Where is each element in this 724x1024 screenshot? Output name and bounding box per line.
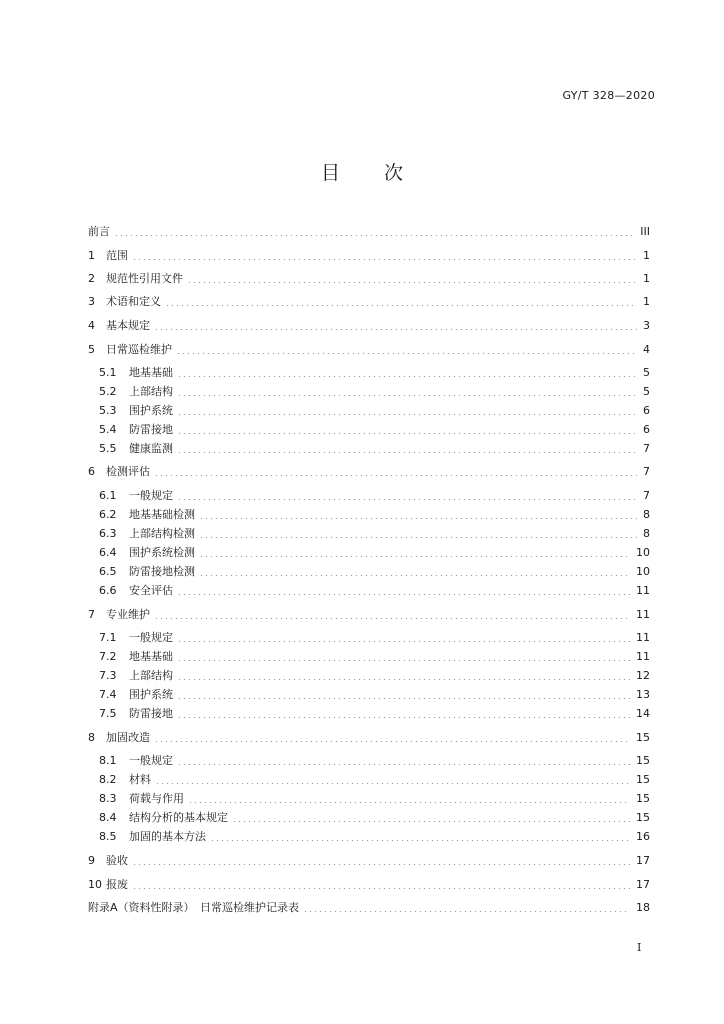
toc-entry-page: 3 bbox=[643, 319, 650, 332]
dot-leader bbox=[177, 764, 630, 765]
dot-leader bbox=[132, 864, 630, 865]
dot-leader bbox=[132, 259, 637, 260]
dot-leader bbox=[154, 329, 637, 330]
toc-entry-page: 15 bbox=[636, 792, 650, 805]
toc-entry-label: 荷载与作用 bbox=[129, 792, 184, 805]
toc-entry-label: 上部结构检测 bbox=[129, 527, 195, 540]
toc-entry-number: 5.3 bbox=[99, 404, 117, 417]
toc-entry-page: 8 bbox=[643, 508, 650, 521]
dot-leader bbox=[187, 282, 637, 283]
toc-entry[interactable] bbox=[99, 422, 650, 438]
toc-entry-number: 7.1 bbox=[99, 631, 117, 644]
toc-entry-page: 11 bbox=[636, 650, 650, 663]
toc-entry-label: 一般规定 bbox=[129, 489, 173, 502]
toc-entry[interactable] bbox=[99, 829, 650, 845]
dot-leader bbox=[114, 235, 634, 236]
toc-entry[interactable] bbox=[99, 668, 650, 684]
toc-entry-label: 术语和定义 bbox=[106, 295, 161, 308]
toc-entry[interactable] bbox=[99, 583, 650, 599]
toc-entry-page: 11 bbox=[636, 631, 650, 644]
toc-title bbox=[0, 158, 724, 185]
dot-leader bbox=[188, 802, 630, 803]
toc-entry-label: 上部结构 bbox=[129, 385, 173, 398]
toc-entry[interactable] bbox=[99, 630, 650, 646]
toc-entry[interactable] bbox=[88, 900, 650, 916]
toc-entry-page: 17 bbox=[636, 878, 650, 891]
toc-entry-number: 8.1 bbox=[99, 754, 117, 767]
toc-entry[interactable] bbox=[99, 441, 650, 457]
toc-entry-label: 基本规定 bbox=[106, 319, 150, 332]
dot-leader bbox=[177, 679, 630, 680]
toc-entry-label: 上部结构 bbox=[129, 669, 173, 682]
toc-entry-page: 11 bbox=[636, 608, 650, 621]
toc-entry[interactable] bbox=[99, 791, 650, 807]
toc-entry-number: 6.3 bbox=[99, 527, 117, 540]
toc-entry-label: 围护系统 bbox=[129, 688, 173, 701]
toc-entry[interactable] bbox=[88, 271, 650, 287]
toc-entry-label: 专业维护 bbox=[106, 608, 150, 621]
toc-entry[interactable] bbox=[99, 706, 650, 722]
toc-entry-page: 1 bbox=[643, 295, 650, 308]
toc-entry-label: 地基基础 bbox=[129, 366, 173, 379]
title-char-1: 目 bbox=[320, 162, 340, 184]
toc-entry-page: 15 bbox=[636, 754, 650, 767]
dot-leader bbox=[303, 911, 630, 912]
toc-entry[interactable] bbox=[99, 687, 650, 703]
dot-leader bbox=[165, 305, 637, 306]
toc-entry[interactable] bbox=[99, 526, 650, 542]
dot-leader bbox=[177, 414, 637, 415]
toc-entry-number: 7.3 bbox=[99, 669, 117, 682]
toc-entry-number: 8.2 bbox=[99, 773, 117, 786]
toc-entry[interactable] bbox=[99, 365, 650, 381]
dot-leader bbox=[199, 537, 637, 538]
dot-leader bbox=[210, 840, 630, 841]
dot-leader bbox=[177, 717, 630, 718]
toc-entry-label: 附录A（资料性附录） 日常巡检维护记录表 bbox=[88, 901, 300, 914]
toc-entry-page: 6 bbox=[643, 404, 650, 417]
toc-entry-page: 14 bbox=[636, 707, 650, 720]
toc-entry-page: 11 bbox=[636, 584, 650, 597]
dot-leader bbox=[154, 741, 630, 742]
dot-leader bbox=[199, 518, 637, 519]
toc-entry-page: 13 bbox=[636, 688, 650, 701]
toc-entry-number: 6.6 bbox=[99, 584, 117, 597]
toc-entry-label: 地基基础 bbox=[129, 650, 173, 663]
toc-entry-number: 6 bbox=[88, 465, 95, 478]
toc-entry-label: 检测评估 bbox=[106, 465, 150, 478]
toc-entry-number: 5.1 bbox=[99, 366, 117, 379]
toc-entry-label: 加固改造 bbox=[106, 731, 150, 744]
dot-leader bbox=[177, 395, 637, 396]
dot-leader bbox=[176, 353, 637, 354]
toc-entry-number: 8.5 bbox=[99, 830, 117, 843]
toc-entry-label: 健康监测 bbox=[129, 442, 173, 455]
toc-entry-page: 1 bbox=[643, 272, 650, 285]
toc-entry-label: 防雷接地 bbox=[129, 423, 173, 436]
toc-entry-label: 材料 bbox=[129, 773, 151, 786]
toc-entry-number: 5 bbox=[88, 343, 95, 356]
toc-entry-label: 加固的基本方法 bbox=[129, 830, 206, 843]
toc-entry-number: 6.2 bbox=[99, 508, 117, 521]
toc-entry-number: 6.1 bbox=[99, 489, 117, 502]
toc-entry-label: 前言 bbox=[88, 225, 110, 238]
toc-entry-number: 2 bbox=[88, 272, 95, 285]
toc-entry-number: 7.5 bbox=[99, 707, 117, 720]
toc-entry[interactable] bbox=[99, 810, 650, 826]
toc-entry-page: 16 bbox=[636, 830, 650, 843]
toc-entry-label: 防雷接地检测 bbox=[129, 565, 195, 578]
toc-entry-number: 8 bbox=[88, 731, 95, 744]
toc-entry-page: 18 bbox=[636, 901, 650, 914]
toc-entry-label: 结构分析的基本规定 bbox=[129, 811, 228, 824]
toc-entry-number: 10 bbox=[88, 878, 102, 891]
dot-leader bbox=[199, 556, 630, 557]
dot-leader bbox=[177, 660, 630, 661]
toc-entry[interactable] bbox=[99, 403, 650, 419]
toc-entry-page: 15 bbox=[636, 773, 650, 786]
toc-entry-page: III bbox=[640, 225, 650, 238]
toc-entry[interactable] bbox=[88, 877, 650, 893]
toc-entry-page: 5 bbox=[643, 366, 650, 379]
toc-entry-number: 6.4 bbox=[99, 546, 117, 559]
dot-leader bbox=[232, 821, 630, 822]
dot-leader bbox=[154, 475, 637, 476]
title-char-2: 次 bbox=[384, 162, 404, 184]
toc-entry-label: 围护系统检测 bbox=[129, 546, 195, 559]
toc-entry-number: 6.5 bbox=[99, 565, 117, 578]
toc-entry[interactable] bbox=[99, 488, 650, 504]
dot-leader bbox=[177, 641, 630, 642]
dot-leader bbox=[177, 452, 637, 453]
toc-entry-number: 8.4 bbox=[99, 811, 117, 824]
toc-entry-label: 围护系统 bbox=[129, 404, 173, 417]
dot-leader bbox=[199, 575, 630, 576]
toc-entry[interactable] bbox=[88, 853, 650, 869]
toc-entry-page: 7 bbox=[643, 442, 650, 455]
toc-entry[interactable] bbox=[99, 507, 650, 523]
toc-entry-number: 1 bbox=[88, 249, 95, 262]
toc-entry[interactable] bbox=[99, 384, 650, 400]
toc-entry-page: 10 bbox=[636, 565, 650, 578]
toc-entry-page: 4 bbox=[643, 343, 650, 356]
toc-entry[interactable] bbox=[99, 564, 650, 580]
toc-entry[interactable] bbox=[99, 753, 650, 769]
toc-entry-page: 10 bbox=[636, 546, 650, 559]
toc-entry-label: 范围 bbox=[106, 249, 128, 262]
toc-entry-label: 防雷接地 bbox=[129, 707, 173, 720]
dot-leader bbox=[154, 618, 630, 619]
page-number: I bbox=[637, 941, 642, 954]
toc-entry-page: 7 bbox=[643, 489, 650, 502]
standard-code: GY/T 328—2020 bbox=[562, 89, 655, 102]
dot-leader bbox=[155, 783, 630, 784]
toc-entry-number: 5.5 bbox=[99, 442, 117, 455]
toc-entry-label: 一般规定 bbox=[129, 754, 173, 767]
toc-entry[interactable] bbox=[88, 730, 650, 746]
toc-entry[interactable] bbox=[88, 342, 650, 358]
toc-entry[interactable] bbox=[88, 464, 650, 480]
toc-entry[interactable] bbox=[88, 294, 650, 310]
toc-entry[interactable] bbox=[88, 607, 650, 623]
toc-entry-label: 日常巡检维护 bbox=[106, 343, 172, 356]
toc-entry-label: 验收 bbox=[106, 854, 128, 867]
toc-entry-number: 4 bbox=[88, 319, 95, 332]
toc-entry[interactable] bbox=[88, 224, 650, 240]
toc-entry-label: 一般规定 bbox=[129, 631, 173, 644]
dot-leader bbox=[177, 594, 630, 595]
toc-entry-page: 6 bbox=[643, 423, 650, 436]
toc-entry-number: 9 bbox=[88, 854, 95, 867]
toc-entry-page: 5 bbox=[643, 385, 650, 398]
toc-entry-label: 地基基础检测 bbox=[129, 508, 195, 521]
toc-entry-page: 12 bbox=[636, 669, 650, 682]
toc-entry-number: 7.2 bbox=[99, 650, 117, 663]
dot-leader bbox=[132, 888, 630, 889]
toc-entry-number: 8.3 bbox=[99, 792, 117, 805]
toc-entry-page: 7 bbox=[643, 465, 650, 478]
toc-entry-number: 7.4 bbox=[99, 688, 117, 701]
toc-entry-page: 17 bbox=[636, 854, 650, 867]
toc-entry-number: 5.2 bbox=[99, 385, 117, 398]
toc-entry-label: 报废 bbox=[106, 878, 128, 891]
toc-entry[interactable] bbox=[99, 649, 650, 665]
toc-entry-number: 5.4 bbox=[99, 423, 117, 436]
toc-entry-page: 1 bbox=[643, 249, 650, 262]
toc-entry[interactable] bbox=[88, 318, 650, 334]
toc-entry-label: 安全评估 bbox=[129, 584, 173, 597]
dot-leader bbox=[177, 698, 630, 699]
toc-entry[interactable] bbox=[99, 772, 650, 788]
toc-entry-page: 15 bbox=[636, 731, 650, 744]
toc-entry-page: 8 bbox=[643, 527, 650, 540]
toc-entry[interactable] bbox=[88, 248, 650, 264]
toc-entry[interactable] bbox=[99, 545, 650, 561]
toc-entry-label: 规范性引用文件 bbox=[106, 272, 183, 285]
toc-entry-number: 3 bbox=[88, 295, 95, 308]
dot-leader bbox=[177, 376, 637, 377]
toc-entry-number: 7 bbox=[88, 608, 95, 621]
dot-leader bbox=[177, 499, 637, 500]
toc-entry-page: 15 bbox=[636, 811, 650, 824]
dot-leader bbox=[177, 433, 637, 434]
